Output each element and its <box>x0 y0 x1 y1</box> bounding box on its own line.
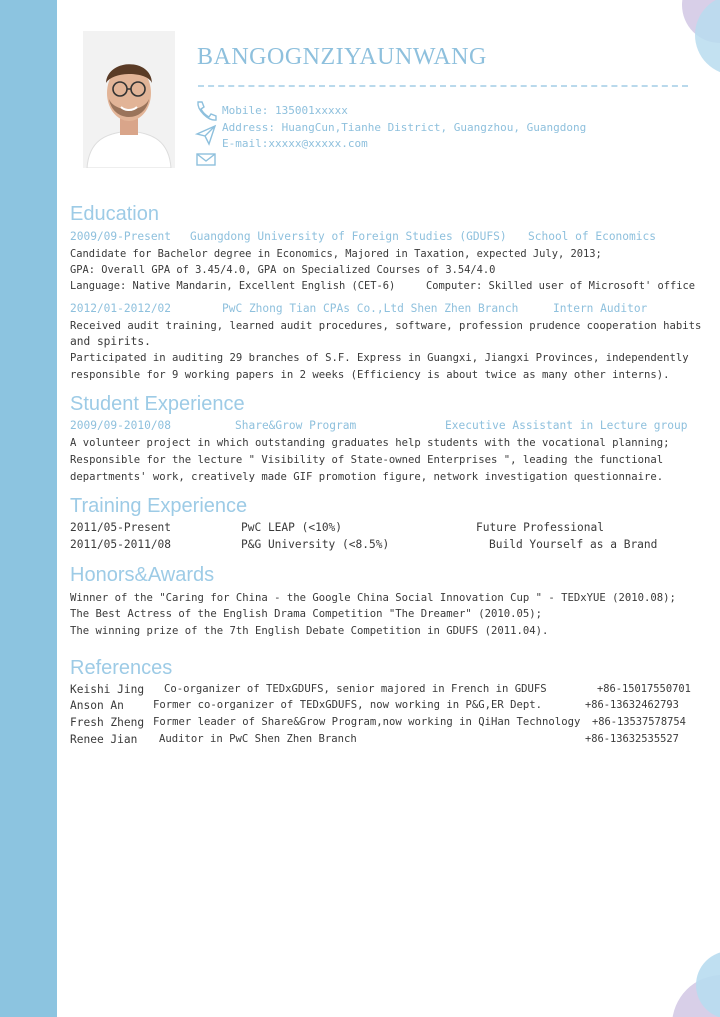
honors-line2: The Best Actress of the English Drama Competition "The Dreamer" (2010.05); <box>70 608 542 620</box>
student-org: Share&Grow Program <box>235 419 357 432</box>
student-role: Executive Assistant in Lecture group <box>445 419 688 432</box>
edu1-role: School of Economics <box>528 230 656 243</box>
section-title-references: References <box>70 657 173 679</box>
section-title-student: Student Experience <box>70 393 245 415</box>
mail-icon <box>197 154 215 165</box>
section-title-training: Training Experience <box>70 495 248 517</box>
ref-name-4: Renee Jian <box>70 733 138 746</box>
student-date: 2009/09-2010/08 <box>70 419 172 432</box>
training-date-1: 2011/05-Present <box>70 521 172 534</box>
phone-icon <box>198 102 216 120</box>
send-icon <box>197 126 215 144</box>
ref-phone-4: +86-13632535527 <box>585 733 679 745</box>
ref-name-1: Keishi Jing <box>70 683 145 696</box>
edu2-line1: Received audit training, learned audit procedures, software, profession prudence cooperation habits <box>70 320 702 332</box>
ref-desc-4: Auditor in PwC Shen Zhen Branch <box>159 733 357 745</box>
section-title-education: Education <box>70 203 159 225</box>
edu2-line4: responsible for 9 working papers in 2 weeks (Efficiency is about twice as many other interns). <box>70 369 670 381</box>
edu1-date: 2009/09-Present <box>70 230 172 243</box>
corner-decoration-top <box>640 0 720 80</box>
edu2-line3: Participated in auditing 29 branches of S.F. Express in Guangxi, Jiangxi Provinces, independently <box>70 352 689 364</box>
ref-phone-1: +86-15017550701 <box>597 683 691 695</box>
edu1-line2: GPA: Overall GPA of 3.45/4.0, GPA on Specialized Courses of 3.54/4.0 <box>70 264 496 276</box>
contact-icons <box>195 100 217 170</box>
training-program-1: PwC LEAP (<10%) <box>241 521 343 534</box>
corner-decoration-bottom <box>650 935 720 1017</box>
student-line1: A volunteer project in which outstanding graduates help students with the vocational planning; <box>70 437 670 449</box>
edu1-org: Guangdong University of Foreign Studies (GDUFS) <box>190 230 507 243</box>
training-date-2: 2011/05-2011/08 <box>70 538 172 551</box>
ref-desc-2: Former co-organizer of TEDxGDUFS, now working in P&G,ER Dept. <box>153 699 543 711</box>
profile-photo <box>83 31 175 168</box>
ref-phone-3: +86-13537578754 <box>592 716 686 728</box>
contact-mobile: Mobile: 135001xxxxx <box>222 104 348 117</box>
contact-address: Address: HuangCun,Tianhe District, Guangzhou, Guangdong <box>222 121 587 134</box>
ref-desc-1: Co-organizer of TEDxGDUFS, senior majored in French in GDUFS <box>164 683 547 695</box>
honors-line1: Winner of the "Caring for China - the Google China Social Innovation Cup " - TEDxYUE (2010.08); <box>70 592 676 604</box>
ref-name-2: Anson An <box>70 699 124 712</box>
ref-name-3: Fresh Zheng <box>70 716 145 729</box>
training-desc-2: Build Yourself as a Brand <box>489 538 658 551</box>
student-line2: Responsible for the lecture " Visibility of State-owned Enterprises ", leading the functional <box>70 454 664 466</box>
edu2-date: 2012/01-2012/02 <box>70 302 172 315</box>
ref-desc-3: Former leader of Share&Grow Program,now working in QiHan Technology <box>153 716 581 728</box>
candidate-name: BANGOGNZIYAUNWANG <box>197 44 487 70</box>
honors-line3: The winning prize of the 7th English Debate Competition in GDUFS (2011.04). <box>70 625 549 637</box>
edu2-line2: and spirits. <box>70 335 151 348</box>
edu1-line1: Candidate for Bachelor degree in Economics, Majored in Taxation, expected July, 2013; <box>70 248 602 260</box>
edu1-line3b: Computer: Skilled user of Microsoft' office <box>426 280 695 292</box>
ref-phone-2: +86-13632462793 <box>585 699 679 711</box>
edu1-line3a: Language: Native Mandarin, Excellent English (CET-6) <box>70 280 396 292</box>
edu2-role: Intern Auditor <box>553 302 648 315</box>
training-program-2: P&G University (<8.5%) <box>241 538 390 551</box>
header-divider <box>198 85 688 87</box>
edu2-org: PwC Zhong Tian CPAs Co.,Ltd Shen Zhen Branch <box>222 302 519 315</box>
sidebar-stripe <box>0 0 57 1017</box>
student-line3: departments' work, creatively made GIF promotion figure, network investigation questionnaire. <box>70 471 664 483</box>
contact-email[interactable]: E-mail:xxxxx@xxxxx.com <box>222 137 368 150</box>
training-desc-1: Future Professional <box>476 521 604 534</box>
section-title-honors: Honors&Awards <box>70 564 215 586</box>
